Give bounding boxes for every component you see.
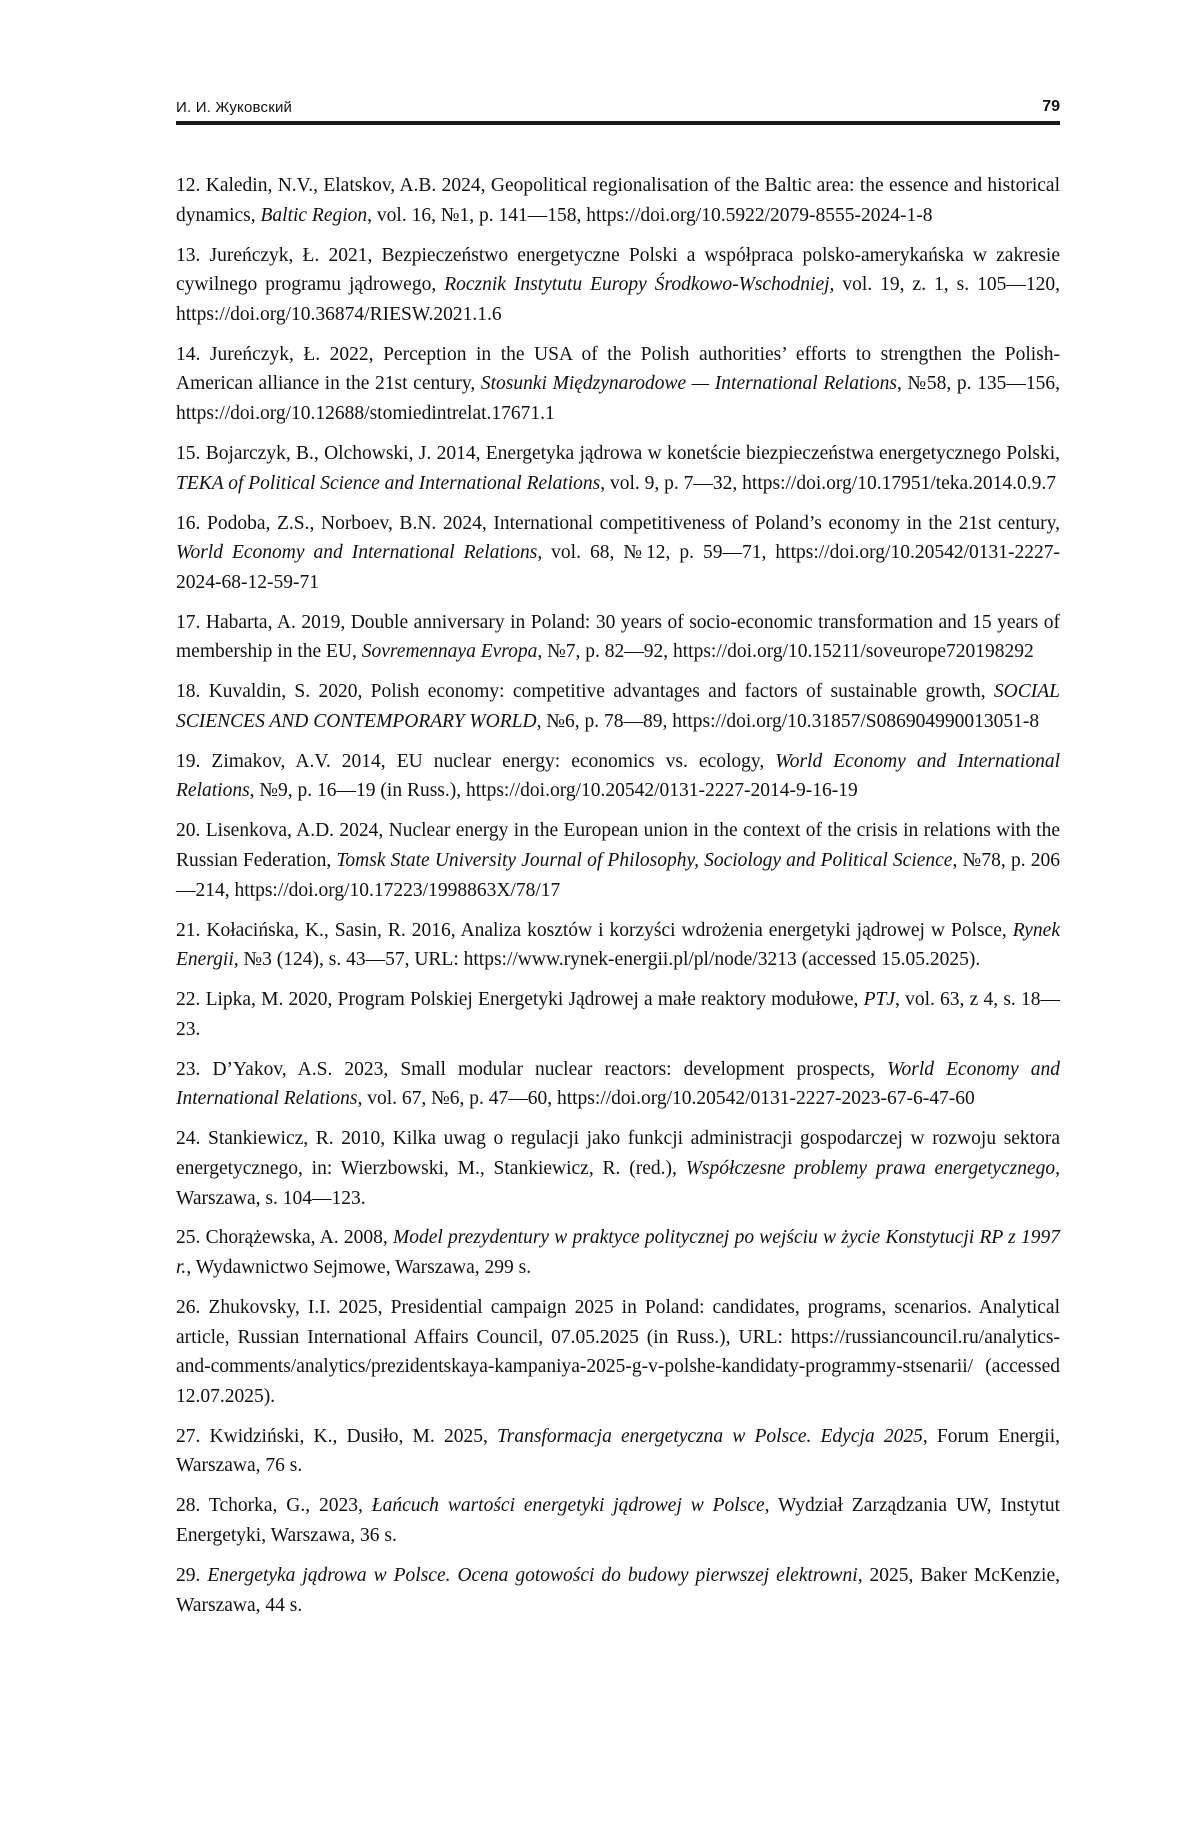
reference-text: , Forum Energii, Warszawa, 76 s. — [176, 1426, 1060, 1477]
reference-text: D’Yakov, A.S. 2023, Small modular nuclear reactors: development prospects, — [212, 1059, 887, 1080]
reference-source-title: Współczesne problemy prawa energetycznego — [686, 1158, 1055, 1179]
reference-text: Podoba, Z.S., Norboev, B.N. 2024, International competitiveness of Poland’s economy in the 21st century, — [207, 513, 1060, 534]
reference-text: , №58, p. 135—156, https://doi.org/10.12688/stomiedintrelat.17671.1 — [176, 373, 1060, 424]
reference-item — [176, 340, 1060, 429]
reference-number: 28. — [176, 1495, 200, 1516]
reference-item — [176, 1293, 1060, 1411]
reference-text: Zimakov, A.V. 2014, EU nuclear energy: economics vs. ecology, — [211, 751, 775, 772]
reference-number: 22. — [176, 989, 200, 1010]
reference-number: 21. — [176, 920, 200, 941]
reference-item — [176, 241, 1060, 330]
reference-item — [176, 439, 1060, 498]
reference-text: Zhukovsky, I.I. 2025, Presidential campaign 2025 in Poland: candidates, programs, scenarios. Analytical article, Russian International Affairs Council, 07.05.2025 (in Russ.), URL: https://russiancouncil.ru/analytics-and-comments/analytics/prezidentskaya-kampaniya-2025-g-v-polshe-kandidaty-programmy-stsenarii/ (accessed 12.07.2025). — [176, 1297, 1060, 1407]
reference-text: Jureńczyk, Ł. 2021, Bezpieczeństwo energetyczne Polski a współpraca polsko-amerykańska w zakresie cywilnego programu jądrowego, — [176, 245, 1060, 296]
reference-source-title: Rocznik Instytutu Europy Środkowo-Wschodniej — [444, 274, 829, 295]
reference-item — [176, 816, 1060, 905]
reference-number: 19. — [176, 751, 200, 772]
reference-source-title: TEKA of Political Science and International Relations — [176, 473, 600, 494]
reference-source-title: Łańcuch wartości energetyki jądrowej w Polsce — [372, 1495, 765, 1516]
reference-number: 12. — [176, 175, 200, 196]
reference-text: Bojarczyk, B., Olchowski, J. 2014, Energetyka jądrowa w konetście biezpieczeństwa energetycznego Polski, — [206, 443, 1060, 464]
reference-number: 23. — [176, 1059, 200, 1080]
reference-text: , vol. 63, z 4, s. 18—23. — [176, 989, 1060, 1040]
reference-text: Lipka, M. 2020, Program Polskiej Energetyki Jądrowej a małe reaktory modułowe, — [206, 989, 864, 1010]
reference-item — [176, 916, 1060, 975]
reference-number: 13. — [176, 245, 200, 266]
page-number: 79 — [1042, 98, 1060, 116]
reference-text: Kwidziński, K., Dusiło, M. 2025, — [210, 1426, 497, 1447]
reference-source-title: PTJ — [864, 989, 895, 1010]
reference-source-title: World Economy and International Relations — [176, 1059, 1060, 1110]
reference-item — [176, 677, 1060, 736]
reference-item — [176, 747, 1060, 806]
reference-text: Habarta, A. 2019, Double anniversary in Poland: 30 years of socio-economic transformation and 15 years of membership in the EU, — [176, 612, 1060, 663]
reference-number: 25. — [176, 1227, 200, 1248]
reference-text: , vol. 16, №1, p. 141—158, https://doi.org/10.5922/2079-8555-2024-1-8 — [367, 205, 932, 226]
reference-text: , №7, p. 82—92, https://doi.org/10.15211/soveurope720198292 — [537, 641, 1033, 662]
reference-item — [176, 1124, 1060, 1213]
reference-number: 16. — [176, 513, 200, 534]
reference-item — [176, 509, 1060, 598]
reference-source-title: Stosunki Międzynarodowe — International Relations — [481, 373, 897, 394]
reference-item — [176, 985, 1060, 1044]
reference-item — [176, 1422, 1060, 1481]
reference-text: Stankiewicz, R. 2010, Kilka uwag o regulacji jako funkcji administracji gospodarczej w rozwoju sektora energetycznego, in: Wierzbowski, M., Stankiewicz, R. (red.), — [176, 1128, 1060, 1179]
reference-text: , vol. 19, z. 1, s. 105—120, https://doi.org/10.36874/RIESW.2021.1.6 — [176, 274, 1060, 325]
reference-source-title: World Economy and International Relations — [176, 751, 1060, 802]
reference-number: 20. — [176, 820, 200, 841]
reference-number: 27. — [176, 1426, 200, 1447]
reference-text: , Warszawa, s. 104—123. — [176, 1158, 1060, 1209]
reference-number: 24. — [176, 1128, 200, 1149]
running-header — [176, 98, 1060, 125]
reference-text: , vol. 68, №12, p. 59—71, https://doi.org/10.20542/0131-2227-2024-68-12-59-71 — [176, 542, 1060, 593]
reference-source-title: Baltic Region — [260, 205, 367, 226]
reference-text: , №3 (124), s. 43—57, URL: https://www.rynek-energii.pl/pl/node/3213 (accessed 15.05.2025). — [234, 949, 981, 970]
reference-item — [176, 1561, 1060, 1620]
reference-number: 26. — [176, 1297, 200, 1318]
reference-item — [176, 608, 1060, 667]
reference-source-title: Transformacja energetyczna w Polsce. Edycja 2025 — [497, 1426, 923, 1447]
reference-number: 14. — [176, 344, 200, 365]
reference-text: , vol. 9, p. 7—32, https://doi.org/10.17951/teka.2014.0.9.7 — [600, 473, 1056, 494]
reference-text: , №78, p. 206—214, https://doi.org/10.17223/1998863X/78/17 — [176, 850, 1060, 901]
page — [176, 98, 1060, 1631]
reference-item — [176, 1223, 1060, 1282]
reference-text: , №9, p. 16—19 (in Russ.), https://doi.org/10.20542/0131-2227-2014-9-16-19 — [250, 780, 858, 801]
reference-text: , 2025, Baker McKenzie, Warszawa, 44 s. — [176, 1565, 1060, 1616]
reference-text: Kołacińska, K., Sasin, R. 2016, Analiza kosztów i korzyści wdrożenia energetyki jądrowej w Polsce, — [206, 920, 1012, 941]
reference-text: , №6, p. 78—89, https://doi.org/10.31857/S086904990013051-8 — [537, 711, 1040, 732]
reference-item — [176, 171, 1060, 230]
reference-text: Tchorka, G., 2023, — [209, 1495, 372, 1516]
reference-number: 15. — [176, 443, 200, 464]
reference-source-title: Rynek Energii — [176, 920, 1060, 971]
reference-source-title: Tomsk State University Journal of Philosophy, Sociology and Political Science — [336, 850, 952, 871]
reference-source-title: Sovremennaya Evropa — [362, 641, 538, 662]
reference-source-title: World Economy and International Relations — [176, 542, 537, 563]
running-header-author: И. И. Жуковский — [176, 99, 292, 116]
reference-text: , vol. 67, №6, p. 47—60, https://doi.org/10.20542/0131-2227-2023-67-6-47-60 — [357, 1088, 974, 1109]
reference-source-title: Model prezydentury w praktyce politycznej po wejściu w życie Konstytucji RP z 1997 r. — [176, 1227, 1060, 1278]
reference-text: Chorążewska, A. 2008, — [206, 1227, 393, 1248]
reference-item — [176, 1055, 1060, 1114]
reference-number: 18. — [176, 681, 200, 702]
reference-list — [176, 171, 1060, 1620]
reference-text: , Wydział Zarządzania UW, Instytut Energetyki, Warszawa, 36 s. — [176, 1495, 1060, 1546]
reference-text: Kuvaldin, S. 2020, Polish economy: competitive advantages and factors of sustainable growth, — [209, 681, 994, 702]
reference-number: 29. — [176, 1565, 200, 1586]
reference-text: , Wydawnictwo Sejmowe, Warszawa, 299 s. — [186, 1257, 531, 1278]
reference-text: Jureńczyk, Ł. 2022, Perception in the USA of the Polish authorities’ efforts to strengthen the Polish-American alliance in the 21st century, — [176, 344, 1060, 395]
reference-item — [176, 1491, 1060, 1550]
reference-source-title: SOCIAL SCIENCES AND CONTEMPORARY WORLD — [176, 681, 1060, 732]
reference-source-title: Energetyka jądrowa w Polsce. Ocena gotowości do budowy pierwszej elektrowni — [207, 1565, 857, 1586]
reference-text: Lisenkova, A.D. 2024, Nuclear energy in the European union in the context of the crisis in relations with the Russian Federation, — [176, 820, 1060, 871]
reference-number: 17. — [176, 612, 200, 633]
reference-text: Kaledin, N.V., Elatskov, A.B. 2024, Geopolitical regionalisation of the Baltic area: the essence and historical dynamics, — [176, 175, 1060, 226]
